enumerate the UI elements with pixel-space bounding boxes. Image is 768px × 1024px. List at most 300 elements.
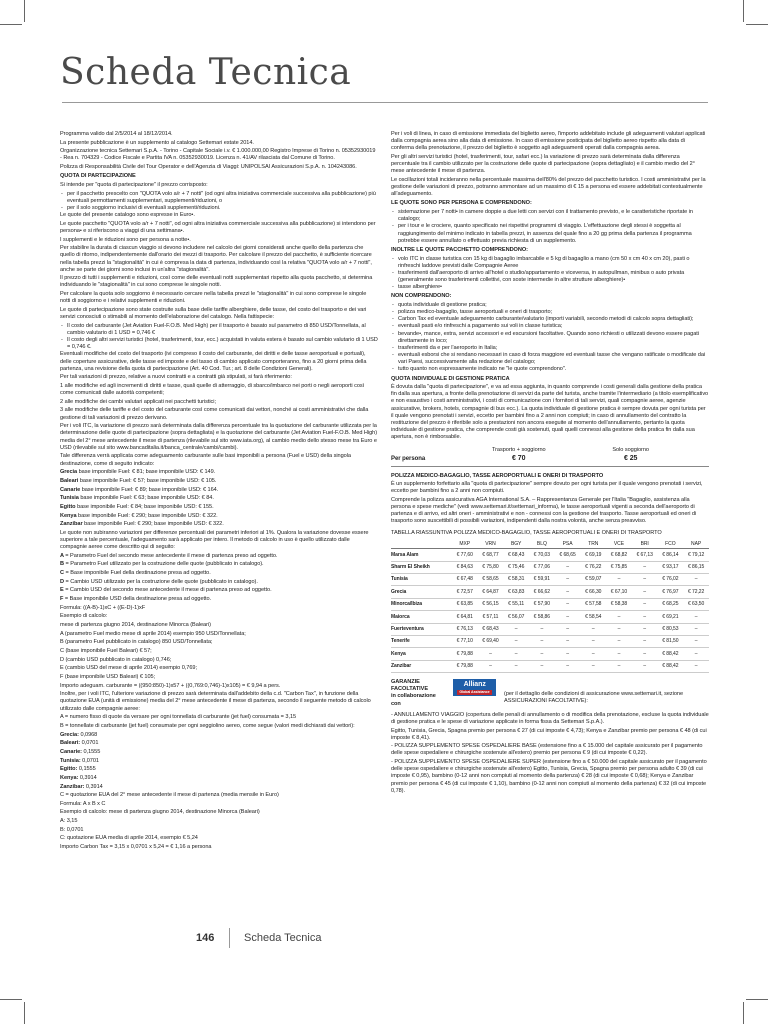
table-cell: € 76,97	[658, 586, 684, 598]
table-cell: –	[555, 561, 581, 573]
carbon-factor-name: Egitto:	[60, 766, 79, 773]
table-cell: –	[478, 660, 504, 672]
carbon-factor-name: Zanzibar:	[60, 783, 86, 790]
section-heading: NON COMPRENDONO:	[391, 293, 452, 300]
allianz-logo-sub: Global Assistance	[459, 690, 490, 695]
formula-def-value: = Cambio USD utilizzato per la costruzione delle quote (pubblicato in catalogo).	[65, 578, 258, 585]
paragraph: Importo adeguam. carburante = ((950:850)-1)x57 + ((0,769:0,746)-1)x105) = € 9,94 a pers.	[60, 682, 281, 689]
fuel-base-name: Tunisia	[60, 495, 81, 502]
table-cell: € 67,13	[632, 549, 658, 561]
column-header: PSA	[555, 540, 581, 549]
section-heading: INOLTRE LE QUOTE PACCHETTO COMPRENDONO:	[391, 246, 528, 253]
table-cell: –	[683, 611, 709, 623]
table-row	[391, 598, 709, 610]
paragraph: Importo Carbon Tax = 3,15 x 0,0701 x 5,24 = € 1,16 a persona	[60, 844, 212, 851]
paragraph: A = numero fisso di quote da versare per ogni tonnellata di carburante (jet fuel) consumata = 3,15	[60, 714, 297, 721]
guarantees-heading: GARANZIE FACOLTATIVE	[391, 679, 429, 693]
guarantees-subheading: in collaborazione con	[391, 693, 436, 707]
table-cell: € 57,90	[529, 598, 555, 610]
table-cell: € 72,57	[452, 586, 478, 598]
carbon-factor-value: 0,0701	[82, 757, 99, 764]
list-item: - polizza medico-bagaglio, tasse aeroportuali e oneri di trasporto;	[398, 309, 709, 316]
row-label: Kenya	[391, 648, 452, 660]
paragraph: È un supplemento forfettario alla "quota di partecipazione" sempre dovuto per ogni turista per il quale vengono prenotati i servizi, eccetto per bambini fino a 2 anni non compiuti.	[391, 481, 703, 495]
row-label: Maiorca	[391, 611, 452, 623]
column-header: BLQ	[529, 540, 555, 549]
table-cell: € 67,10	[606, 586, 632, 598]
bullet-list	[391, 256, 709, 292]
crop-mark	[24, 0, 25, 22]
table-cell: –	[632, 598, 658, 610]
table-cell: € 86,15	[683, 561, 709, 573]
formula-def-row	[60, 579, 378, 586]
table-cell: € 88,42	[658, 648, 684, 660]
table-title: TABELLA RIASSUNTIVA POLIZZA MEDICO-BAGAGLIO, TASSE AEROPORTUALI E ONERI DI TRASPORTO	[391, 529, 662, 536]
bullet-list	[60, 191, 378, 212]
fuel-base-value: base imponibile Fuel: € 63; base imponibile USD: € 84.	[80, 495, 214, 502]
table-cell: –	[503, 623, 529, 635]
left-column	[60, 131, 378, 853]
fuel-base-name: Zanzibar	[60, 521, 85, 528]
row-label: Marsa Alam	[391, 549, 452, 561]
formula-def-row	[60, 561, 378, 568]
paragraph: Le oscillazioni totali incideranno nella percentuale massima dell'80% del prezzo del pacchetto turistico. I costi amministrativi per la gestione delle variazioni di prezzo, potranno ammontare ad un massimo di € 15 a persona ed essere addebitati contestualmente all'adeguamento.	[391, 176, 706, 198]
fuel-base-row	[60, 487, 378, 494]
table-cell: –	[580, 623, 606, 635]
crop-mark	[743, 0, 744, 22]
table-cell: € 63,83	[503, 586, 529, 598]
column-header: VCE	[606, 540, 632, 549]
table-cell: –	[683, 573, 709, 585]
table-cell: –	[606, 623, 632, 635]
carbon-factor-name: Canarie:	[60, 748, 84, 755]
table-cell: –	[683, 648, 709, 660]
table-cell: –	[503, 635, 529, 647]
carbon-factor-value: 0,1555	[78, 766, 96, 773]
list-item: - Il costo degli altri servizi turistici (hotel, trasferimenti, tour, ecc.) acquistati in valuta estera è basato sul cambio valutario di 1 USD = 0,746 €.	[67, 337, 378, 351]
paragraph: Comprende la polizza assicurativa AGA International S.A. – Rappresentanza Generale per l'Italia "Bagaglio, assistenza alla persona e spese mediche" (vedi www.settemari.it/settemari_informa), le tasse aeroportuali vigenti a seconda dell'aeroporto di partenza e di arrivo, ed altri oneri - amministrativi e non - connessi con la gestione del trasporto. Tasse aeroportuali ed oneri di trasporto sono suscettibili di possibili variazioni, indipendenti dalla nostra volontà, anche senza preavviso.	[391, 496, 697, 525]
table-cell: € 63,85	[452, 598, 478, 610]
paragraph: Per calcolare la quota solo soggiorno è necessario cercare nella tabella prezzi le "stagionalità" in cui sono comprese le singole notti di soggiorno e i relativi supplementi e riduzioni.	[60, 291, 367, 305]
carbon-factor-value: 0,1555	[83, 748, 101, 755]
formula-def-row	[60, 587, 378, 594]
paragraph: - ANNULLAMENTO VIAGGIO (copertura delle penali di annullamento o di modifica della prenotazione, escluse la quota individuale di gestione pratica e le spese di variazione applicate in forma fissa da Settemari S.p.A.).	[391, 711, 709, 725]
column-header: VRN	[478, 540, 504, 549]
paragraph: Inoltre, per i voli ITC, l'ulteriore variazione di prezzo sarà determinata dall'addebito della c.d. "Carbon Tax", in funzione della quotazione EUA (unità di emissione) media del 2° mese antecedente il mese di partenza, secondo il seguente metodo di calcolo utilizzato dalle compagnie aeree:	[60, 691, 371, 712]
paragraph: 3 alle modifiche delle tariffe e del costo del carburante così come comunicati dai vettori, nonché ai costi amministrativi che dalla gestione di tali variazioni di prezzo derivano.	[60, 407, 369, 421]
carbon-factor-name: Kenya:	[60, 774, 80, 781]
crop-mark	[0, 24, 22, 25]
list-item: - per i tour e le crociere, quanto specificato nei rispettivi programmi di viaggio. L'effettuazione degli stessi è soggetta al raggiungimento del minimo indicato in tabella prezzi, in assenza del quale fino a 20 gg prima della partenza il programma potrebbe essere annullato o effettuato previa richiesta di un supplemento.	[398, 223, 709, 244]
table-row	[391, 573, 709, 585]
list-item: - trasferimenti dall'aeroporto di arrivo all'hotel o studio/appartamento e viceversa, in autopullman, minibus o auto privata (generalmente sono trasferimenti collettivi, con soste intermedie in altre strutture alberghiere)•	[398, 270, 709, 284]
fuel-base-value: base imponibile Fuel: € 81; base imponibile USD: € 149.	[78, 469, 216, 476]
paragraph: 2 alle modifiche dei cambi valutari applicati nei pacchetti turistici;	[60, 398, 216, 405]
paragraph: - POLIZZA SUPPLEMENTO SPESE OSPEDALIERE BASE (estensione fino a € 15.000 del capitale assicurato per il pagamento delle spese ospedaliere e chirurgiche sostenute all'estero) premio per persona € 9 (di cui imposte € 0,22).	[391, 743, 703, 757]
list-item: - per il pacchetto prescelto con "QUOTA volo a/r + 7 notti" (od ogni altra iniziativa commerciale successiva alla pubblicazione) più eventuali permottamenti supplementari, supplementi/riduzioni, o	[67, 191, 378, 205]
guarantees-title	[391, 679, 445, 708]
table-row	[391, 623, 709, 635]
formula-def-name: D	[60, 578, 66, 585]
table-cell: –	[555, 623, 581, 635]
paragraph: Formula: ((A-B)-1)xC + ((E-D)-1)xF	[60, 604, 146, 611]
guarantees-note: (per il dettaglio delle condizioni di assicurazione www.settemari.it, sezione ASSICURAZIONI FACOLTATIVE):	[504, 691, 684, 705]
fee-caption: Trasporto + soggiorno	[491, 447, 546, 454]
fuel-base-value: base imponibile Fuel: € 84; base imponibile USD: € 155.	[77, 503, 214, 510]
list-item: - trasferimenti da e per l'aeroporto in Italia;	[398, 345, 709, 352]
allianz-logo-text: Allianz	[463, 681, 486, 689]
carbon-factor-row	[60, 758, 378, 765]
paragraph: C: quotazione EUA media di aprile 2014, esempio € 5,24	[60, 835, 198, 842]
column-header: BGY	[503, 540, 529, 549]
fuel-base-name: Canarie	[60, 486, 82, 493]
paragraph: B (parametro Fuel pubblicato in catalogo) 850 USD/Tonnellata;	[60, 639, 213, 646]
paragraph: F (base imponibile USD Baleari) € 105;	[60, 673, 156, 680]
row-label: Grecia	[391, 586, 452, 598]
crop-mark	[743, 1002, 744, 1024]
table-cell: –	[555, 611, 581, 623]
crop-mark	[746, 999, 768, 1000]
paragraph: Polizza di Responsabilità Civile del Tour Operator e dell'Agenzia di Viaggi: UNIPOLSAI Assicurazioni S.p.A. n. 104243086.	[60, 164, 357, 171]
table-cell: € 68,77	[478, 549, 504, 561]
paragraph: Per gli altri servizi turistici (hotel, trasferimenti, tour, safari ecc.) la variazione di prezzo sarà determinata dalla differenza percentuale tra il cambio utilizzato per la costruzione delle quote di partecipazione (sopra dettagliato) e il cambio medio del 2° mese antecedente il mese di partenza.	[391, 153, 695, 175]
table-cell: € 58,54	[580, 611, 606, 623]
table-cell: –	[632, 660, 658, 672]
paragraph: B = tonnellate di carburante (jet fuel) consumate per ogni seggiolino aereo, come segue (valori medi dichiarati dai vettori):	[60, 722, 355, 729]
row-label: Fuerteventura	[391, 623, 452, 635]
table-cell: € 80,53	[658, 623, 684, 635]
table-row	[391, 586, 709, 598]
row-label: Tenerife	[391, 635, 452, 647]
row-label: Zanzibar	[391, 660, 452, 672]
carbon-factor-value: 0,3914	[85, 783, 103, 790]
table-cell: € 79,12	[683, 549, 709, 561]
list-item: - Carbon Tax ed eventuale adeguamento carburante/valutario (importi variabili, secondo metodi di calcolo sopra dettagliati);	[398, 316, 709, 323]
table-cell: € 56,07	[503, 611, 529, 623]
list-item: - volo ITC in classe turistica con 15 kg di bagaglio imbarcabile e 5 kg di bagaglio a mano (cm 50 x cm 40 x cm 20), pasti o rinfreschi laddove previsti dalle Compagnie Aeree	[398, 256, 709, 270]
fee-stay-only	[612, 447, 649, 463]
list-item: - bevande•, mance, extra, servizi accessori e ed escursioni facoltative. Quando sono richiesti o utilizzati devono essere pagati direttamente in loco;	[398, 331, 709, 345]
table-row	[391, 611, 709, 623]
table-cell: –	[555, 635, 581, 647]
fuel-base-name: Egitto	[60, 503, 78, 510]
bullet-list	[391, 209, 709, 245]
fuel-base-row	[60, 504, 378, 511]
table-cell: € 56,15	[478, 598, 504, 610]
table-cell: € 84,63	[452, 561, 478, 573]
fuel-base-row	[60, 495, 378, 502]
fuel-base-value: base imponibile Fuel: € 89; base imponibile USD: € 164.	[81, 486, 219, 493]
table-cell: € 68,82	[606, 549, 632, 561]
table-cell: € 69,21	[658, 611, 684, 623]
table-header-row	[391, 540, 709, 549]
table-cell: –	[555, 586, 581, 598]
table-cell: € 58,31	[503, 573, 529, 585]
paragraph: Egitto, Tunisia, Grecia, Spagna premio per persona € 27 (di cui imposte € 4,73); Kenya e Zanzibar premio per persona € 48 (di cui imposte € 8,41).	[391, 727, 707, 741]
table-cell: –	[632, 573, 658, 585]
optional-guarantees	[391, 679, 709, 708]
formula-def-name: A	[60, 552, 66, 559]
table-cell: € 75,80	[478, 561, 504, 573]
table-cell: € 58,86	[529, 611, 555, 623]
column-header	[391, 540, 452, 549]
table-cell: –	[529, 660, 555, 672]
table-cell: € 79,88	[452, 660, 478, 672]
table-cell: € 75,85	[606, 561, 632, 573]
paragraph: D (cambio USD pubblicato in catalogo) 0,746;	[60, 656, 172, 663]
page-title: Scheda Tecnica	[60, 52, 352, 93]
table-cell: € 64,81	[452, 611, 478, 623]
paragraph: A: 3,15	[60, 818, 78, 825]
fees-table	[391, 540, 709, 673]
page-number: 146	[196, 932, 215, 944]
paragraph: B: 0,0701	[60, 826, 84, 833]
table-cell: € 58,38	[606, 598, 632, 610]
table-cell: –	[683, 623, 709, 635]
fuel-base-row	[60, 469, 378, 476]
paragraph: C = quotazione EUA del 2° mese antecedente il mese di partenza (media mensile in Euro)	[60, 792, 279, 799]
paragraph: Formula: A x B x C	[60, 800, 106, 807]
table-cell: € 63,50	[683, 598, 709, 610]
table-cell: € 58,65	[478, 573, 504, 585]
table-cell: € 59,91	[529, 573, 555, 585]
table-cell: –	[606, 660, 632, 672]
table-cell: € 68,25	[658, 598, 684, 610]
paragraph: A (parametro Fuel medio mese di aprile 2014) esempio 950 USD/Tonnellata;	[60, 630, 246, 637]
table-cell: –	[632, 611, 658, 623]
table-cell: € 66,30	[580, 586, 606, 598]
table-row	[391, 648, 709, 660]
table-cell: € 88,42	[658, 660, 684, 672]
table-cell: –	[606, 635, 632, 647]
table-cell: –	[632, 561, 658, 573]
section-heading: QUOTA DI PARTECIPAZIONE	[60, 173, 136, 180]
table-cell: € 79,88	[452, 648, 478, 660]
fee-caption: Solo soggiorno	[612, 447, 649, 454]
carbon-factor-row	[60, 766, 378, 773]
fee-value: € 25	[623, 454, 638, 462]
crop-mark	[24, 1002, 25, 1024]
fuel-base-name: Baleari	[60, 477, 80, 484]
paragraph: Programma valido dal 2/5/2014 al 18/12/2014.	[60, 131, 173, 137]
table-cell: –	[683, 635, 709, 647]
carbon-factor-value: 0,0701	[81, 740, 99, 747]
paragraph: mese di partenza giugno 2014, destinazione Minorca (Baleari)	[60, 622, 211, 629]
carbon-factor-row	[60, 740, 378, 747]
footer-divider	[229, 928, 230, 948]
right-column	[391, 131, 709, 796]
fuel-base-value: base imponibile Fuel: € 57; base imponibile USD: € 105.	[79, 477, 217, 484]
table-cell: € 70,03	[529, 549, 555, 561]
table-cell: € 75,46	[503, 561, 529, 573]
carbon-factor-name: Tunisia:	[60, 757, 83, 764]
paragraph: È dovuta dalla "quota di partecipazione", e va ad essa aggiunta, in quanto comprende i costi generali dalla gestione della pratica fin dalla sua apertura, a fronte della prenotazione di servizi da parte del turista, anche tramite l'intermediario (a titolo esemplificativo e non esaustivo i costi amministrativi, i costi di comunicazione con i fornitori di tali servizi, quali compagnie aeree, agenzie assicurative, brokers, hotels, compagnie di bus ecc.). La quota individuale di gestione pratica è sempre dovuta per ogni turista per il quale vengono prenotati i servizi, eccetto per bambini fino a 2 anni non compiuti; in caso di annullamento del contratto la restituzione del prezzo è riferibile solo a prestazioni non ancora eseguite al momento dell'annullamento, pertanto la quota individuale di gestione pratica, che comprende costi già sostenuti, quali quelli connessi alla gestione della pratica fin dalla sua apertura, non è rimborsabile.	[391, 384, 709, 441]
table-cell: € 68,43	[478, 623, 504, 635]
fuel-base-row	[60, 513, 378, 520]
column-header: TRN	[580, 540, 606, 549]
table-row	[391, 549, 709, 561]
crop-mark	[746, 24, 768, 25]
list-item: - quota individuale di gestione pratica;	[398, 302, 709, 309]
carbon-tax-list	[60, 732, 378, 791]
paragraph: Per i voli di linea, in caso di emissione immediata del biglietto aereo, l'importo addebitato include gli adeguamenti valutari applicati dalla compagnia aerea sino alla data di emissione. In caso di emissione posticipata del biglietto aereo rispetto alla data di conferma della prenotazione, il prezzo del biglietto è soggetto agli adeguamenti operati dalla compagnia aerea.	[391, 131, 706, 152]
table-cell: –	[478, 648, 504, 660]
crop-mark	[0, 999, 22, 1000]
paragraph: Le quote pacchetto "QUOTA volo a/r + 7 notti", od ogni altra iniziativa commerciale successiva alla pubblicazione) si intendono per persona• e si riferiscono a viaggi di una settimana•.	[60, 220, 376, 234]
table-cell: –	[606, 573, 632, 585]
fee-transport-stay	[492, 447, 546, 463]
formula-def-row	[60, 570, 378, 577]
formula-definitions	[60, 553, 378, 603]
paragraph: Le quote del presente catalogo sono espresse in Euro•.	[60, 212, 195, 219]
table-cell: € 57,58	[580, 598, 606, 610]
carbon-factor-name: Baleari:	[60, 740, 82, 747]
formula-def-name: E	[60, 587, 66, 594]
table-cell: € 59,07	[580, 573, 606, 585]
column-header: MXP	[452, 540, 478, 549]
paragraph: E (cambio USD del mese di aprile 2014) esempio 0,769;	[60, 665, 197, 672]
table-cell: –	[529, 635, 555, 647]
paragraph: Si intende per "quota di partecipazione" il prezzo corrisposto:	[60, 181, 208, 188]
table-cell: € 77,60	[452, 549, 478, 561]
list-item: - sistemazione per 7 notti• in camere doppie a due letti con servizi con il trattamento previsto, e le caratteristiche riportate in catalogo;	[398, 209, 709, 223]
table-cell: € 76,02	[658, 573, 684, 585]
table-cell: € 77,10	[452, 635, 478, 647]
table-cell: –	[555, 598, 581, 610]
list-item: - tutto quanto non espressamente indicato ne "le quote comprendono".	[398, 366, 709, 373]
fuel-base-name: Kenya	[60, 512, 79, 519]
formula-def-value: = Base imponibile Fuel della destinazione presa ad oggetto.	[65, 570, 211, 577]
paragraph: Il prezzo di tutti i supplementi e riduzioni, così come delle eventuali notti supplementari rispetto alla quota pacchetto, si determina individuando le "stagionalità" in cui sono comprese le singole notti.	[60, 275, 373, 289]
list-item: - Il costo del carburante (Jet Aviation Fuel-F.O.B. Med High) per il trasporto è basato sul parametro di 850 USD/Tonnellata, al cambio valutario di 1 USD = 0,746 €	[67, 323, 378, 337]
row-label: Minorca/Ibiza	[391, 598, 452, 610]
paragraph: I supplementi e le riduzioni sono per persona a notte•.	[60, 236, 191, 243]
formula-def-value: = Cambio USD del secondo mese antecedente il mese di partenza preso ad oggetto.	[65, 587, 272, 594]
carbon-factor-row	[60, 784, 378, 791]
fuel-base-value: base imponibile Fuel: € 290; base imponibile USD: € 322.	[78, 512, 218, 519]
table-cell: € 68,65	[555, 549, 581, 561]
carbon-factor-value: 0,3914	[79, 774, 97, 781]
table-cell: –	[580, 648, 606, 660]
table-row	[391, 561, 709, 573]
paragraph: Esempio di calcolo:	[60, 613, 108, 620]
table-cell: € 64,87	[478, 586, 504, 598]
allianz-logo	[453, 679, 496, 696]
formula-def-row	[60, 553, 378, 560]
section-heading: POLIZZA MEDICO-BAGAGLIO, TASSE AEROPORTUALI E ONERI DI TRASPORTO	[391, 472, 604, 479]
paragraph: - POLIZZA SUPPLEMENTO SPESE OSPEDALIERE SUPER (estensione fino a € 50.000 del capitale assicurato per il pagamento delle spese ospedaliere e chirurgiche sostenute all'estero) Egitto, Tunisia, Grecia, Spagna premio per persona adulto € 39 (di cui imposte € 0,95), bambino (0-12 anni non compiuti al momento della partenza) € 28 (di cui imposte € 0,68); Kenya e Zanzibar premio per persona € 45 (di cui imposte € 1,10), bambino (0-12 anni non compiuti al momento della partenza) € 32 (di cui imposte 0,78).	[391, 759, 707, 794]
table-cell: € 81,50	[658, 635, 684, 647]
table-cell: –	[503, 648, 529, 660]
table-cell: –	[529, 623, 555, 635]
table-cell: € 69,40	[478, 635, 504, 647]
carbon-factor-row	[60, 732, 378, 739]
carbon-factor-row	[60, 749, 378, 756]
table-cell: € 67,48	[452, 573, 478, 585]
table-cell: € 68,43	[503, 549, 529, 561]
fee-value: € 70	[512, 454, 526, 462]
list-item: - eventuali pasti e/o rinfreschi a pagamento sui voli in classe turistica;	[398, 323, 709, 330]
table-cell: –	[632, 648, 658, 660]
table-cell: € 66,62	[529, 586, 555, 598]
management-fee-box	[391, 445, 709, 466]
table-cell: € 76,22	[580, 561, 606, 573]
formula-def-name: F	[60, 596, 65, 603]
formula-def-name: B	[60, 561, 66, 568]
section-heading: QUOTA INDIVIDUALE DI GESTIONE PRATICA	[391, 375, 510, 382]
table-cell: –	[632, 623, 658, 635]
table-cell: –	[529, 648, 555, 660]
table-cell: –	[555, 648, 581, 660]
formula-def-row	[60, 596, 378, 603]
formula-def-value: = Base imponibile USD della destinazione presa ad oggetto.	[64, 596, 212, 603]
fee-label: Per persona	[391, 455, 426, 462]
formula-def-value: = Parametro Fuel utilizzato per la costruzione delle quote (pubblicato in catalogo).	[65, 561, 264, 568]
table-cell: –	[580, 660, 606, 672]
list-item: - tasse alberghiere•	[398, 284, 709, 291]
table-cell: –	[555, 573, 581, 585]
table-cell: –	[555, 660, 581, 672]
table-row	[391, 660, 709, 672]
bullet-list	[391, 302, 709, 374]
fuel-base-value: base imponibile Fuel: € 290; base imponibile USD: € 322.	[84, 521, 224, 528]
table-cell: –	[606, 648, 632, 660]
formula-def-value: = Parametro Fuel del secondo mese antecedente il mese di partenza preso ad oggetto.	[65, 552, 278, 559]
table-cell: –	[580, 635, 606, 647]
paragraph: Le quote non subiranno variazioni per differenze percentuali dei parametri inferiori al 1%. Qualora la variazione dovesse essere superiore a tale percentuale, l'adeguamento sarà applicato per intero. Il metodo di calcolo in uso è quello utilizzato dalle compagnie aeree come descritto qui di seguito:	[60, 529, 369, 551]
carbon-factor-value: 0,0968	[80, 731, 98, 738]
paragraph: Per tali variazioni di prezzo, relative a nuovi contratti e a contratti già stipulati, si farà riferimento:	[60, 374, 292, 381]
table-body	[391, 549, 709, 673]
table-cell: € 57,11	[478, 611, 504, 623]
paragraph: Le quote di partecipazione sono state costruite sulla base delle tariffe alberghiere, delle tasse, del costo del trasporto e dei vari servizi conosciuti o stimabili al momento dell'elaborazione del catalogo. Nella fattispecie:	[60, 306, 367, 321]
table-cell: –	[503, 660, 529, 672]
table-cell: –	[606, 611, 632, 623]
section-heading: LE QUOTE SONO PER PERSONA E COMPRENDONO:	[391, 200, 532, 207]
carbon-factor-row	[60, 775, 378, 782]
paragraph: Per i voli ITC, la variazione di prezzo sarà determinata dalla differenza percentuale tra la quotazione del carburante utilizzata per la determinazione delle quote di partecipazione (sopra dettagliata) e la quotazione del carburante (Jet Aviation Fuel-F.O.B. Med High) media del 2° mese antecedente il mese di partenza (rilevabile sul sito www.iata.org), al cambio medio dello stesso mese tra Euro e USD (rilevabile sul sito www.bancaditalia.it/banca_centrale/cambi/cambi).	[60, 423, 378, 451]
table-cell: € 69,19	[580, 549, 606, 561]
paragraph: C (base imponibile Fuel Baleari) € 57;	[60, 648, 152, 654]
paragraph: Per stabilire la durata di ciascun viaggio si devono includere nel calcolo dei giorni considerati anche quello della partenza che quello di ritorno, indipendentemente dall'orario dei mezzi di trasporto. Per calcolare il prezzo del pacchetto, è sufficiente ricercare nella tabella prezzi la "stagionalità" in cui è compresa la data di partenza, individuando così la relativa "QUOTA volo a/r + 7 notti", anche se parte dei giorni sono inclusi in un'altra "stagionalità".	[60, 245, 372, 273]
table-cell: € 77,06	[529, 561, 555, 573]
table-cell: € 86,14	[658, 549, 684, 561]
column-header: NAP	[683, 540, 709, 549]
row-label: Tunisia	[391, 573, 452, 585]
paragraph: Eventuali modifiche del costo del trasporto (ivi compreso il costo del carburante, dei diritti e delle tasse aeroportuali e portuali), delle coperture assicurative, delle tasse ed imposte e del tasso di cambio applicato comporteranno, fino a 20 giorni prima della partenza, una revisione della quota di partecipazione (Art. 40 Cod. Tur.; art. 8 delle Condizioni Generali).	[60, 351, 367, 372]
fuel-base-list	[60, 469, 378, 528]
bullet-list	[60, 323, 378, 352]
footer-title: Scheda Tecnica	[244, 932, 322, 944]
list-item: - eventuali esborsi che si rendano necessari in caso di forza maggiore ed eventuali tasse che vengano ratificate o modificate dai vari Paesi, successivamente alla redazione del catalogo;	[398, 352, 709, 366]
table-cell: –	[683, 660, 709, 672]
table-cell: € 76,13	[452, 623, 478, 635]
table-cell: € 93,17	[658, 561, 684, 573]
table-cell: € 72,22	[683, 586, 709, 598]
paragraph: Tale differenza verrà applicata come adeguamento carburante sulle basi imponibili a persona (Fuel e USD) della singola destinazione, come di seguito indicato:	[60, 453, 351, 467]
paragraph: La presente pubblicazione è un supplemento al catalogo Settemari estate 2014.	[60, 139, 254, 146]
fuel-base-row	[60, 478, 378, 485]
table-cell: –	[632, 635, 658, 647]
table-cell: € 55,11	[503, 598, 529, 610]
table-row	[391, 635, 709, 647]
formula-def-name: C	[60, 570, 66, 577]
column-header: BRI	[632, 540, 658, 549]
carbon-factor-name: Grecia:	[60, 731, 81, 738]
list-item: - per il solo soggiorno inclusivi di eventuali supplementi/riduzioni.	[67, 205, 378, 212]
paragraph: Organizzazione tecnica Settemari S.p.A. - Torino - Capitale Sociale i.v. € 1.000.000,00 Registro Imprese di Torino n. 05352930019 - Rea n. 704329 - Codice Fiscale e Partita IVA n. 05352930019. Licenza n. 41/AV rilasciata dal Comune di Torino.	[60, 148, 376, 162]
table-cell: –	[632, 586, 658, 598]
